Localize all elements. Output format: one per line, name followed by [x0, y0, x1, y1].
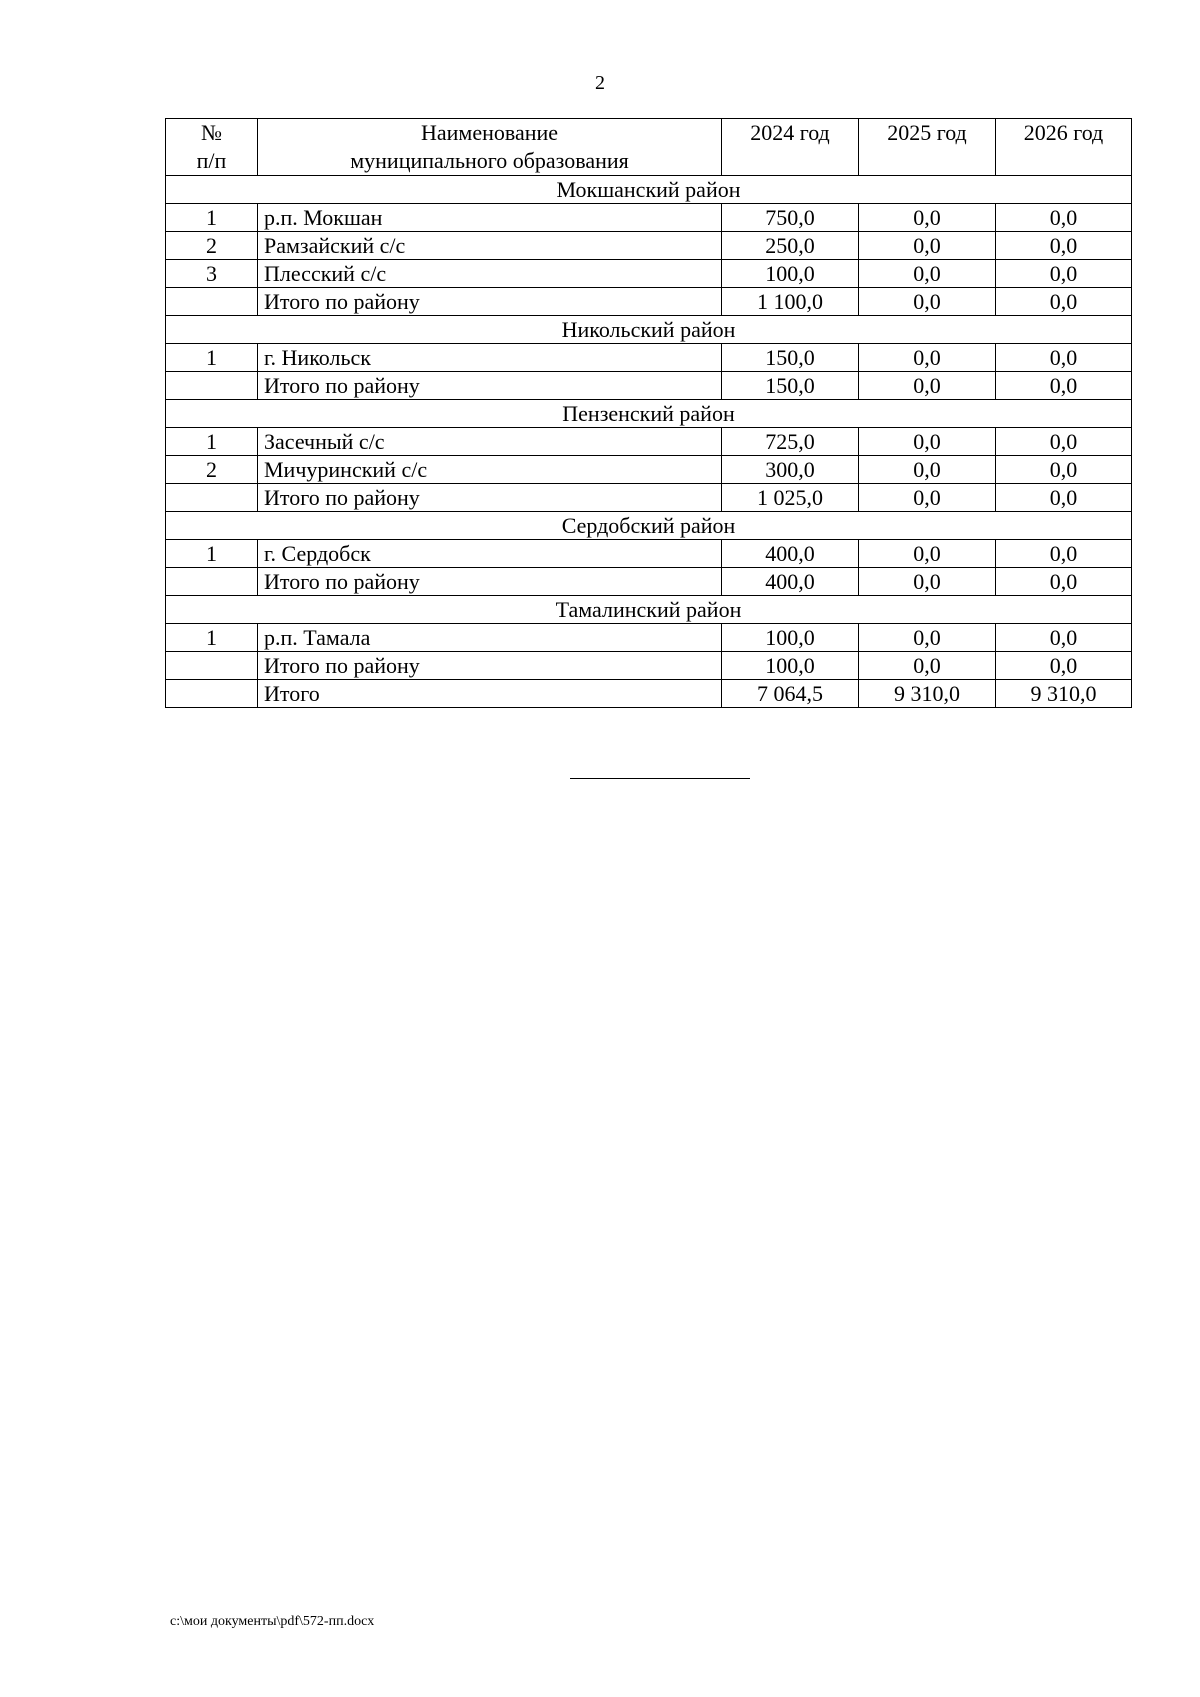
row-value-2024: 150,0 [722, 344, 859, 372]
header-year-2024: 2024 год [722, 119, 859, 176]
table-header [166, 119, 1132, 176]
row-number [166, 372, 258, 400]
row-name: г. Никольск [258, 344, 722, 372]
row-value-2025: 0,0 [859, 344, 996, 372]
end-divider [570, 778, 750, 779]
row-number: 1 [166, 204, 258, 232]
row-value-2026: 0,0 [996, 652, 1132, 680]
row-value-2026: 0,0 [996, 260, 1132, 288]
row-number [166, 484, 258, 512]
row-value-2026: 0,0 [996, 204, 1132, 232]
row-value-2026: 0,0 [996, 288, 1132, 316]
row-value-2025: 0,0 [859, 232, 996, 260]
table-row [166, 428, 1132, 456]
row-value-2026: 0,0 [996, 568, 1132, 596]
row-value-2025: 0,0 [859, 484, 996, 512]
row-value-2024: 400,0 [722, 540, 859, 568]
header-year-2025: 2025 год [859, 119, 996, 176]
row-number [166, 652, 258, 680]
row-name: Итого по району [258, 288, 722, 316]
table-row [166, 232, 1132, 260]
row-value-2024: 150,0 [722, 372, 859, 400]
row-value-2025: 0,0 [859, 260, 996, 288]
row-value-2026: 0,0 [996, 540, 1132, 568]
section-title: Тамалинский район [166, 596, 1132, 624]
row-number [166, 680, 258, 708]
row-number: 1 [166, 540, 258, 568]
header-number-line2: п/п [196, 148, 227, 173]
row-name: Плесский с/с [258, 260, 722, 288]
row-value-2026: 0,0 [996, 456, 1132, 484]
row-value-2025: 0,0 [859, 568, 996, 596]
header-row [166, 119, 1132, 176]
table-row [166, 260, 1132, 288]
table-row [166, 456, 1132, 484]
section-row [166, 512, 1132, 540]
subtotal-row [166, 288, 1132, 316]
row-name: р.п. Тамала [258, 624, 722, 652]
section-row [166, 316, 1132, 344]
row-name: Итого по району [258, 484, 722, 512]
row-value-2026: 0,0 [996, 428, 1132, 456]
row-value-2024: 250,0 [722, 232, 859, 260]
row-value-2024: 400,0 [722, 568, 859, 596]
row-value-2025: 0,0 [859, 652, 996, 680]
row-value-2026: 0,0 [996, 372, 1132, 400]
row-value-2025: 0,0 [859, 288, 996, 316]
header-name [258, 119, 722, 176]
row-value-2025: 0,0 [859, 540, 996, 568]
row-number [166, 288, 258, 316]
section-title: Мокшанский район [166, 176, 1132, 204]
row-value-2025: 0,0 [859, 456, 996, 484]
row-number: 1 [166, 428, 258, 456]
row-value-2024: 7 064,5 [722, 680, 859, 708]
subtotal-row [166, 652, 1132, 680]
row-name: Засечный с/с [258, 428, 722, 456]
section-row [166, 400, 1132, 428]
row-value-2025: 0,0 [859, 204, 996, 232]
subtotal-row [166, 484, 1132, 512]
table-row [166, 344, 1132, 372]
section-title: Сердобский район [166, 512, 1132, 540]
row-value-2026: 0,0 [996, 484, 1132, 512]
row-number: 2 [166, 456, 258, 484]
row-value-2024: 100,0 [722, 260, 859, 288]
row-value-2025: 0,0 [859, 372, 996, 400]
row-value-2024: 725,0 [722, 428, 859, 456]
section-row [166, 596, 1132, 624]
section-title: Пензенский район [166, 400, 1132, 428]
header-year-2026: 2026 год [996, 119, 1132, 176]
row-number: 2 [166, 232, 258, 260]
subtotal-row [166, 568, 1132, 596]
row-value-2024: 1 025,0 [722, 484, 859, 512]
row-name: Итого по району [258, 568, 722, 596]
row-value-2026: 0,0 [996, 344, 1132, 372]
row-value-2025: 9 310,0 [859, 680, 996, 708]
table-row [166, 204, 1132, 232]
table-row [166, 540, 1132, 568]
row-value-2026: 0,0 [996, 624, 1132, 652]
row-name: Итого по району [258, 372, 722, 400]
row-name: р.п. Мокшан [258, 204, 722, 232]
row-value-2025: 0,0 [859, 428, 996, 456]
row-number: 1 [166, 624, 258, 652]
row-name: Итого [258, 680, 722, 708]
table-row [166, 624, 1132, 652]
row-value-2024: 1 100,0 [722, 288, 859, 316]
row-value-2026: 0,0 [996, 232, 1132, 260]
row-value-2025: 0,0 [859, 624, 996, 652]
row-name: г. Сердобск [258, 540, 722, 568]
table-body [166, 176, 1132, 708]
row-value-2024: 750,0 [722, 204, 859, 232]
grand-total-row [166, 680, 1132, 708]
row-name: Итого по району [258, 652, 722, 680]
page-number: 2 [595, 72, 605, 94]
budget-table [165, 118, 1132, 708]
row-number [166, 568, 258, 596]
row-number: 1 [166, 344, 258, 372]
subtotal-row [166, 372, 1132, 400]
header-name-line2: муниципального образования [350, 148, 629, 173]
row-value-2024: 300,0 [722, 456, 859, 484]
section-title: Никольский район [166, 316, 1132, 344]
footer-file-path: c:\мои документы\pdf\572-пп.docx [170, 1614, 375, 1629]
row-value-2024: 100,0 [722, 624, 859, 652]
header-name-line1: Наименование [420, 120, 559, 145]
row-name: Рамзайский с/с [258, 232, 722, 260]
row-number: 3 [166, 260, 258, 288]
header-number-line1: № [201, 120, 222, 145]
row-value-2024: 100,0 [722, 652, 859, 680]
header-number [166, 119, 258, 176]
row-value-2026: 9 310,0 [996, 680, 1132, 708]
section-row [166, 176, 1132, 204]
row-name: Мичуринский с/с [258, 456, 722, 484]
